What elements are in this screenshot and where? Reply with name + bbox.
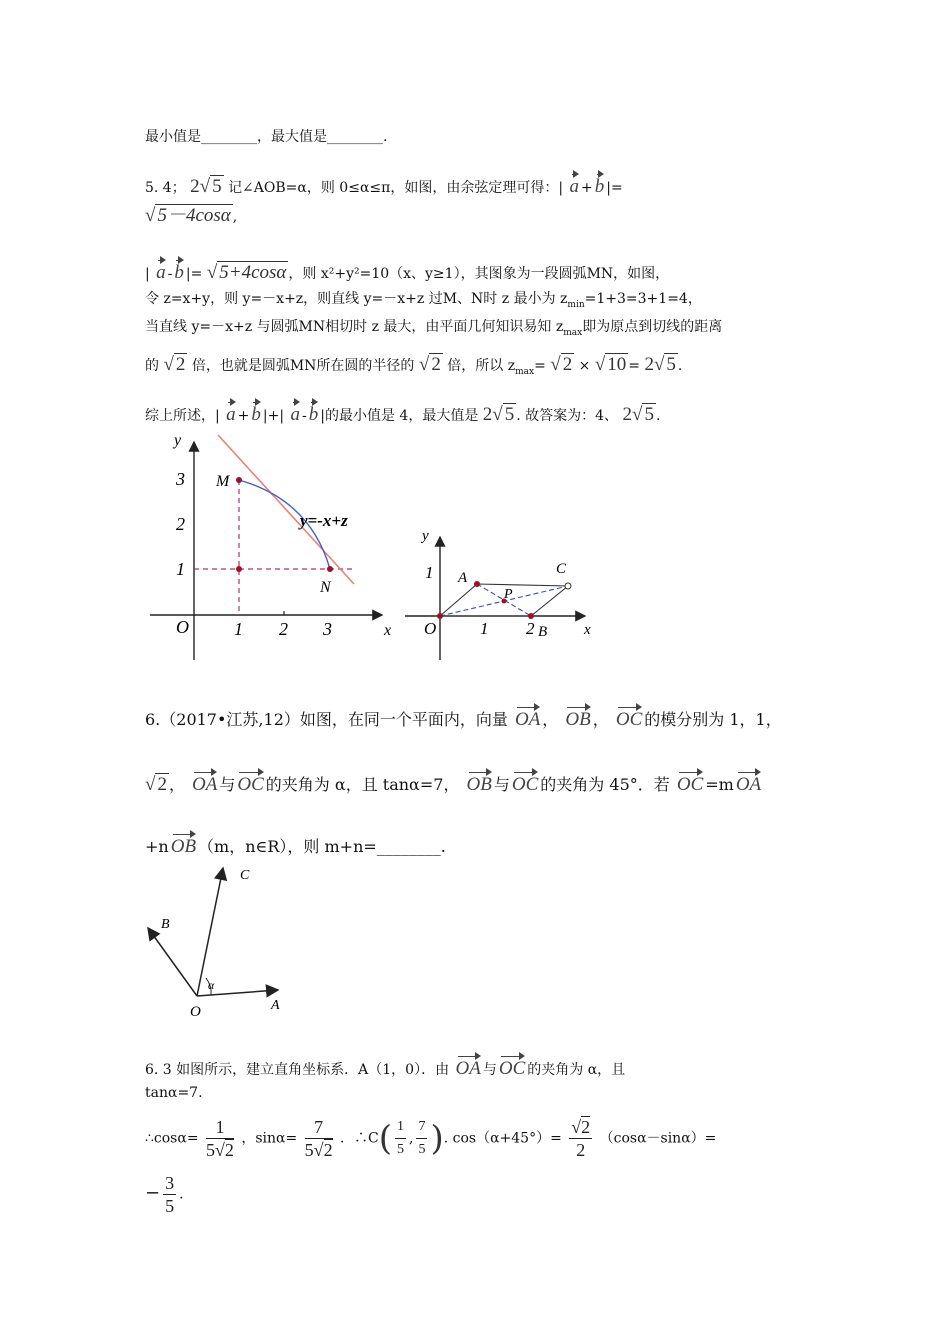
text: |的最小值是 4，最大值是: [320, 408, 479, 424]
vector-oc: OC: [237, 768, 263, 796]
text: 的模分别为 1，1，: [644, 710, 782, 729]
p5-line-5: [145, 316, 722, 344]
label-a: A: [271, 998, 280, 1013]
origin-label: O: [424, 619, 437, 638]
text: ∴cosα=: [145, 1130, 199, 1147]
vector-b: b: [309, 398, 319, 426]
vector-a: a: [156, 256, 166, 284]
text: 倍，也就是圆弧MN所在圆的半径的: [191, 358, 415, 374]
p5-line-1: [145, 170, 623, 199]
fraction-sin: $\frac{7}{5√2}$: [304, 1117, 333, 1160]
sqrt-expr: √ 2: [550, 354, 573, 375]
text: 与: [482, 1062, 497, 1078]
fraction-cos: $\frac{1}{5√2}$: [206, 1117, 234, 1160]
vector-ob-arrow: [148, 928, 197, 996]
vector-ob: OB: [565, 703, 590, 731]
figure-arc-mn: [140, 430, 400, 670]
point-o: [437, 613, 443, 619]
sqrt-expr: 2√ 5: [622, 404, 654, 425]
text: 的夹角为 α，且 tanα=7，: [265, 775, 460, 794]
text: +: [237, 408, 250, 424]
figure-parallelogram: [400, 522, 610, 667]
text: （cosα－sinα）=: [599, 1130, 717, 1147]
vector-oc: OC: [499, 1052, 525, 1080]
text: ×: [578, 358, 591, 374]
text: 5. 4；: [145, 180, 186, 196]
vector-b: b: [174, 256, 184, 284]
text: ,: [232, 209, 238, 225]
vector-oa: OA: [736, 768, 761, 796]
subscript: max: [515, 366, 535, 377]
text: 6.（2017•江苏,12）如图，在同一个平面内，向量: [145, 710, 508, 729]
vector-oa: OA: [456, 1052, 481, 1080]
text: =: [628, 358, 641, 374]
text: +: [581, 180, 593, 196]
tick-x-2: 2: [526, 619, 535, 638]
text: 令 z=x+y，则 y=－x+z，则直线 y=－x+z 过M、N时 z 最小为 z: [145, 291, 568, 307]
paren: ): [430, 1118, 444, 1159]
p5-line-2: [145, 205, 237, 228]
vector-ob: OB: [171, 830, 196, 858]
sqrt-expr: √ 5+4cosα: [206, 262, 287, 283]
vector-ob: OB: [467, 768, 492, 796]
tick-y-2: 2: [176, 514, 185, 534]
text: ，: [542, 710, 559, 729]
p6-line-1: [145, 703, 782, 731]
text: |+|: [262, 408, 285, 424]
p6-line-3: [145, 830, 446, 858]
point-corner: [236, 566, 242, 572]
text: 综上所述，|: [145, 408, 220, 424]
y-label: y: [422, 528, 429, 544]
vector-a: a: [570, 170, 580, 198]
text: |=: [606, 180, 623, 196]
text: |=: [185, 266, 203, 282]
label-n: N: [320, 579, 331, 596]
sqrt-expr: 2√ 5: [644, 354, 676, 375]
label-b: B: [161, 917, 170, 932]
text: （m，n∈R），则 m+n=________.: [198, 837, 446, 856]
sol6-line-1: [145, 1052, 625, 1081]
text: 的夹角为 α，且: [527, 1062, 626, 1078]
sqrt-expr: √ 10: [594, 354, 627, 375]
text: ，则 x²+y²=10（x、y≥1），其图象为一段圆弧MN，如图，: [288, 266, 670, 282]
label-a: A: [458, 570, 468, 586]
tick-x-1: 1: [480, 619, 489, 638]
p5-line-3: [145, 256, 669, 285]
vector-oc-arrow: [197, 868, 223, 996]
label-c: C: [556, 561, 567, 577]
text: =: [534, 358, 546, 374]
text: ，: [592, 710, 609, 729]
text: 与: [219, 775, 236, 794]
vector-oc: OC: [616, 703, 642, 731]
sqrt-expr: 2√ 5: [482, 404, 515, 425]
text: .: [677, 358, 683, 374]
text: =m: [705, 775, 734, 794]
sqrt-expr: √ 2: [163, 354, 186, 375]
minus-sign: −: [145, 1182, 161, 1204]
tick-y-3: 3: [176, 469, 185, 489]
blank-line-min-max: 最小值是________，最大值是________.: [145, 129, 388, 145]
text: .: [179, 1186, 184, 1203]
p5-line-6: [145, 354, 682, 383]
text: 与: [493, 775, 510, 794]
fraction-cx: $\frac{1}{5}$: [395, 1116, 406, 1161]
sqrt-expr: √ 2: [145, 774, 167, 795]
x-label: x: [384, 622, 392, 639]
vector-oc: OC: [512, 768, 538, 796]
text: . cos（α+45°）=: [443, 1130, 562, 1147]
tick-x-3: 3: [323, 619, 332, 639]
sqrt-expr: 2√ 5: [190, 176, 222, 197]
p5-line-7: [145, 398, 660, 427]
vector-a: a: [226, 398, 236, 426]
vector-oa: OA: [192, 768, 217, 796]
label-p: P: [504, 587, 513, 602]
text: 倍，所以 z: [447, 358, 516, 374]
vector-a: a: [291, 398, 301, 426]
text: 即为原点到切线的距离: [582, 319, 723, 335]
origin-label: O: [176, 617, 189, 637]
y-label: y: [174, 432, 182, 449]
text: |: [145, 266, 150, 282]
text: ．∴C: [340, 1130, 379, 1147]
text: +n: [145, 837, 169, 856]
paren: (: [378, 1118, 392, 1159]
fraction-half-sqrt2: $\frac{√2}{2}$: [571, 1117, 591, 1160]
point-a: [474, 581, 480, 587]
text: 的: [145, 358, 159, 374]
text: ，sinα=: [241, 1130, 298, 1147]
sol6-line-3: ∴cosα= $\frac{1}{5√2}$ ，sinα= $\frac{7}{5√2}$ ．∴C( $\frac{1}{5}$ , $\frac{7}{5}$ ). cos（α+45°）= $\frac{√2}{2}$ （cosα－sinα）=: [145, 1117, 717, 1160]
sqrt-expr: √ 5－4cosα: [145, 205, 231, 226]
label-m: M: [216, 473, 230, 490]
label-c: C: [240, 868, 250, 883]
text: =1+3=3+1=4，: [584, 291, 702, 307]
text: -: [167, 266, 173, 282]
vector-oc: OC: [677, 768, 703, 796]
subscript: min: [567, 299, 585, 310]
p5-line-4: [145, 288, 702, 316]
tick-x-2: 2: [279, 619, 288, 639]
sol6-line-2: tanα=7.: [145, 1085, 203, 1101]
vector-b: b: [595, 170, 605, 198]
tick-x-1: 1: [234, 619, 243, 639]
text: 当直线 y=－x+z 与圆弧MN相切时 z 最大，由平面几何知识易知 z: [145, 319, 564, 335]
fraction-cy: $\frac{7}{5}$: [416, 1116, 427, 1161]
tick-y-1: 1: [176, 559, 185, 579]
label-alpha: α: [208, 978, 215, 992]
text: 记∠AOB=α，则 0≤α≤π，如图，由余弦定理可得：|: [228, 180, 564, 196]
p6-line-2: [145, 768, 763, 796]
text: -: [302, 408, 307, 424]
text: .: [655, 408, 661, 424]
vector-b: b: [251, 398, 261, 426]
tangent-line: [218, 435, 354, 584]
line-label: y=-x+z: [300, 511, 348, 530]
text: 6. 3 如图所示，建立直角坐标系．A（1，0）．由: [145, 1062, 450, 1078]
sol6-line-4: [145, 1172, 184, 1217]
text: ，: [168, 775, 185, 794]
label-b: B: [538, 624, 548, 640]
point-c: [565, 583, 571, 589]
text: 的夹角为 45°．若: [540, 775, 670, 794]
figure-vectors: [140, 860, 310, 1025]
fraction-result: $\frac{3}{5}$: [165, 1173, 175, 1216]
point-n: [327, 566, 333, 572]
text: . 故答案为：4、: [516, 408, 619, 424]
vector-oa: OA: [515, 703, 540, 731]
point-m: [236, 477, 242, 483]
subscript: max: [563, 327, 583, 338]
x-label: x: [584, 622, 591, 638]
tick-y-1: 1: [425, 563, 434, 582]
sqrt-expr: √ 2: [418, 354, 441, 375]
label-o: O: [190, 1004, 201, 1020]
